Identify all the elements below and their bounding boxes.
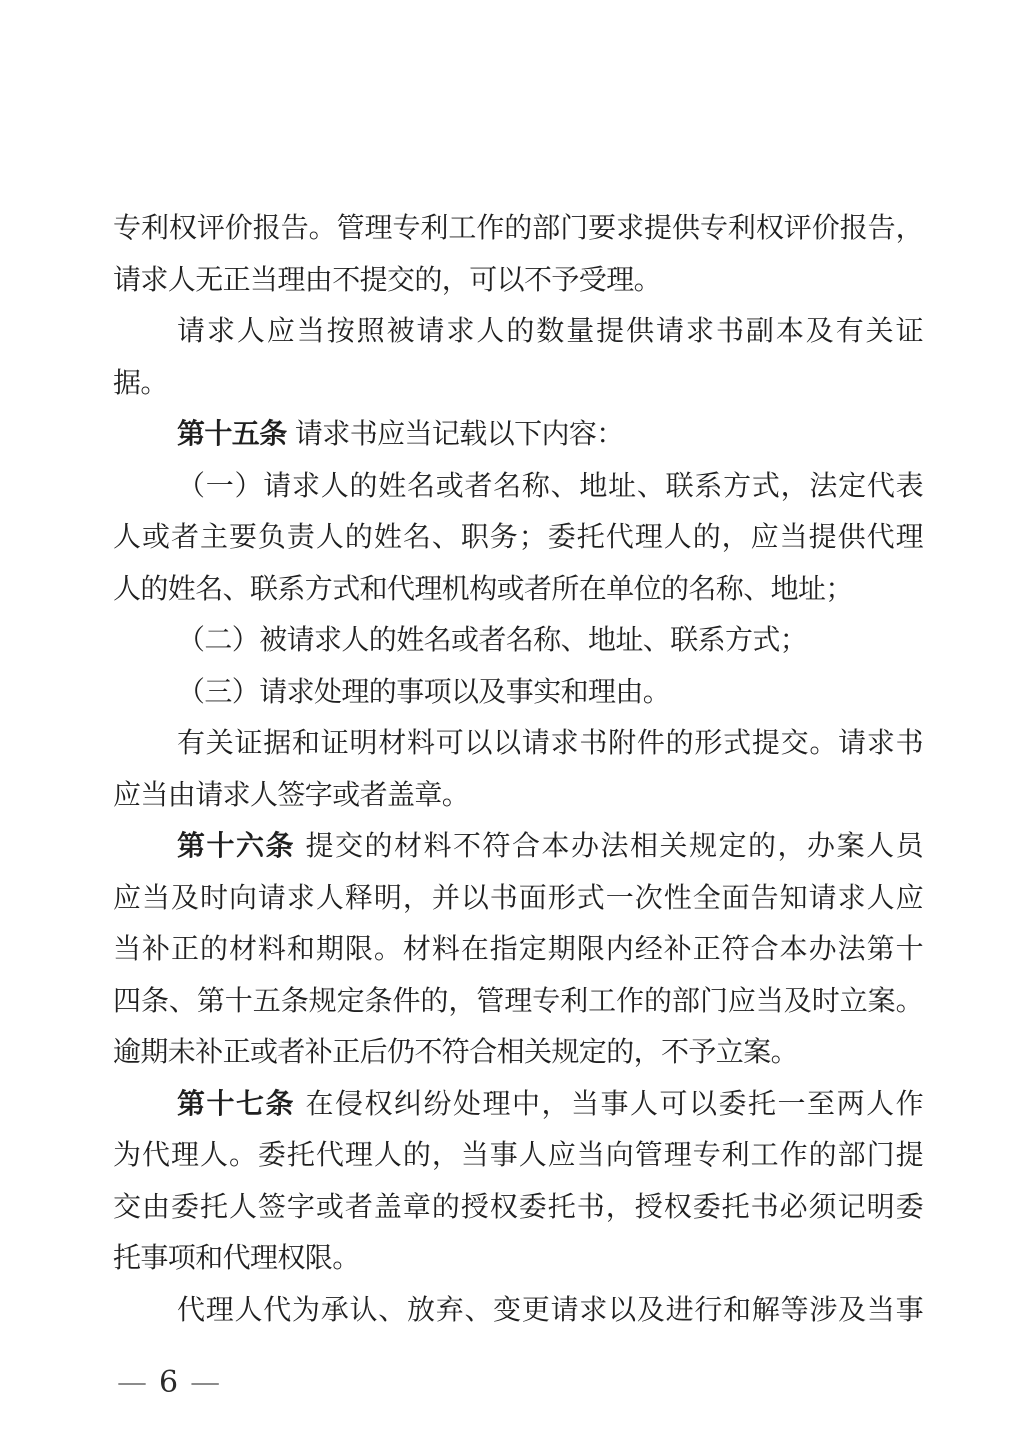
text-segment: 逾期未补正或者补正后仍不符合相关规定的，不予立案。	[113, 1035, 799, 1068]
text-segment: 请求人无正当理由不提交的，可以不予受理。	[113, 262, 662, 296]
text-line	[113, 1284, 923, 1336]
text-segment: 有关证据和证明材料可以以请求书附件的形式提交。请求书	[177, 726, 923, 759]
text-line	[113, 820, 923, 872]
article-number-heading: 第十五条	[177, 417, 287, 450]
text-segment: 人或者主要负责人的姓名、职务；委托代理人的，应当提供代理	[113, 520, 923, 553]
text-line	[113, 1129, 923, 1181]
text-segment: 专利权评价报告。管理专利工作的部门要求提供专利权评价报告，	[113, 211, 923, 244]
text-line	[113, 563, 923, 615]
footer-dash-right: —	[190, 1365, 221, 1400]
text-line	[113, 1078, 923, 1130]
text-line	[113, 254, 923, 306]
text-line	[113, 511, 923, 563]
text-segment: 代理人代为承认、放弃、变更请求以及进行和解等涉及当事	[177, 1292, 923, 1326]
text-line	[113, 614, 923, 666]
text-line	[113, 666, 923, 718]
text-segment: （二）被请求人的姓名或者名称、地址、联系方式；	[177, 623, 808, 656]
text-segment: （三）请求处理的事项以及事实和理由。	[177, 674, 671, 708]
text-line	[113, 408, 923, 460]
text-line	[113, 202, 923, 254]
text-segment: 为代理人。委托代理人的，当事人应当向管理专利工作的部门提	[113, 1138, 923, 1171]
text-line	[113, 357, 923, 409]
article-number-heading: 第十七条	[177, 1086, 296, 1120]
text-line	[113, 305, 923, 357]
text-segment: 托事项和代理权限。	[113, 1241, 360, 1274]
article-number-heading: 第十六条	[177, 829, 296, 862]
text-segment: 应当及时向请求人释明，并以书面形式一次性全面告知请求人应	[113, 880, 923, 914]
footer-dash-left: —	[117, 1365, 147, 1400]
text-segment: 应当由请求人签字或者盖章。	[113, 777, 470, 811]
page-footer	[117, 1363, 220, 1403]
text-line	[113, 1232, 923, 1284]
text-line	[113, 923, 923, 975]
text-segment: 四条、第十五条规定条件的，管理专利工作的部门应当及时立案。	[113, 983, 923, 1017]
document-body	[113, 202, 923, 1335]
text-line	[113, 717, 923, 769]
page-number: 6	[159, 1365, 179, 1400]
text-segment: 提交的材料不符合本办法相关规定的，办案人员	[295, 829, 923, 862]
text-line	[113, 460, 923, 512]
text-segment: 在侵权纠纷处理中，当事人可以委托一至两人作	[295, 1086, 923, 1120]
text-segment: 人的姓名、联系方式和代理机构或者所在单位的名称、地址；	[113, 571, 853, 605]
text-line	[113, 975, 923, 1027]
text-line	[113, 769, 923, 821]
text-segment: 请求人应当按照被请求人的数量提供请求书副本及有关证	[177, 314, 923, 347]
text-line	[113, 1181, 923, 1233]
text-segment: 交由委托人签字或者盖章的授权委托书，授权委托书必须记明委	[113, 1189, 923, 1223]
text-line	[113, 872, 923, 924]
text-segment: 据。	[113, 365, 168, 399]
text-segment: 请求书应当记载以下内容：	[286, 417, 624, 450]
text-segment: （一）请求人的姓名或者名称、地址、联系方式，法定代表	[177, 468, 923, 502]
text-line	[113, 1026, 923, 1078]
text-segment: 当补正的材料和期限。材料在指定期限内经补正符合本办法第十	[113, 932, 923, 965]
